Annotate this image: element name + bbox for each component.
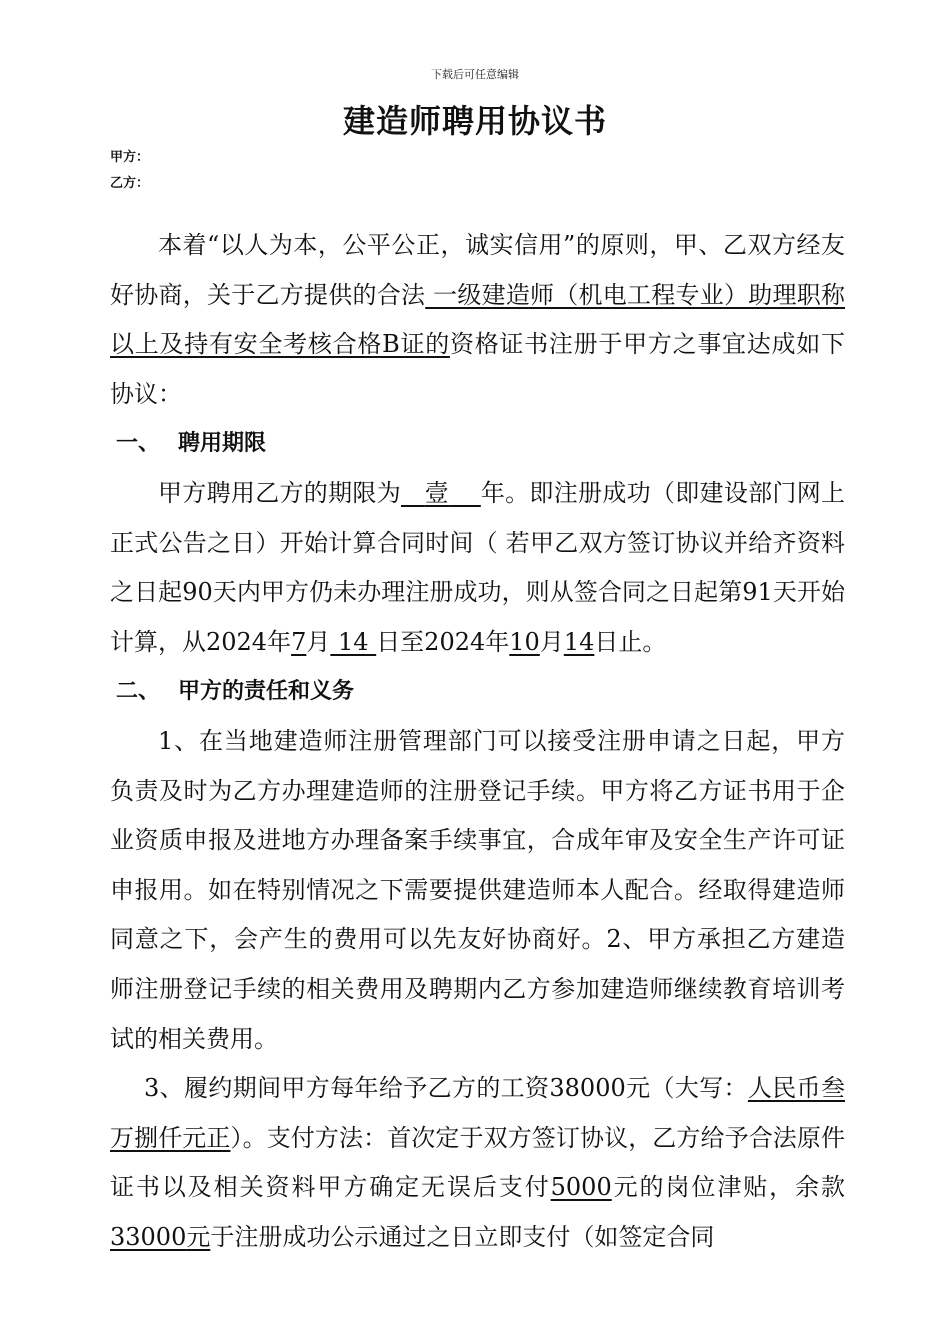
section-2-title: 甲方的责任和义务 — [178, 679, 355, 705]
start-day — [330, 628, 376, 656]
section-1-text-1: 甲方聘用乙方的期限为 — [158, 478, 401, 507]
start-month: 7 — [291, 627, 307, 656]
section-2-number: 二、 — [116, 679, 161, 705]
section-1-title: 聘用期限 — [178, 431, 267, 457]
intro-text-2: 资格证书注册于甲方之事宜达成如下协议： — [110, 330, 845, 408]
section-1-paragraph — [110, 469, 845, 667]
end-month: 10 — [509, 627, 540, 656]
salary-text-5: 于注册成功公示通过之日立即支付（如签定合同 — [210, 1222, 715, 1251]
intro-text-1: 本着“以人为本，公平公正，诚实信用”的原则，甲、乙双方经友好协商，关于乙方提供的合法 — [110, 231, 845, 309]
end-day: 14 — [563, 627, 595, 656]
section-2-heading — [110, 667, 845, 717]
document-title: 建造师聘用协议书 — [342, 102, 607, 140]
section-2-paragraph-3 — [110, 1064, 845, 1262]
intro-paragraph — [110, 221, 845, 419]
intro-qualification: 一级建造师（机电工程专业）助理职称以上及持有安全考核合格B证的 — [110, 280, 846, 359]
header-note: 下载后可任意编辑 — [431, 68, 519, 81]
section-2-paragraph-1: 1、在当地建造师注册管理部门可以接受注册申请之日起，甲方负责及时为乙方办理建造师的注册登记手续。甲方将乙方证书用于企业资质申报及进地方办理备案手续事宜，合成年审及安全生产许可证申报用。如在特别情况之下需要提供建造师本人配合。经取得建造师同意之下，会产生的费用可以先友好协商好。2、甲方承担乙方建造师注册登记手续的相关费用及聘期内乙方参加建造师继续教育培训考试的相关费用。 — [110, 726, 845, 1053]
balance-amount — [110, 1223, 210, 1251]
section-1-text-5: 月 — [539, 627, 564, 656]
allowance-amount: 5000 — [550, 1173, 612, 1202]
balance-amount-value: 33000 — [110, 1222, 187, 1251]
section-1-text-3: 月 — [306, 627, 331, 656]
term-years-value: 壹 — [424, 478, 450, 507]
salary-in-words: 人民币叁万捌仟元正 — [110, 1074, 846, 1152]
salary-text-3: 元的岗位津贴，余款 — [611, 1173, 845, 1202]
party-a-label: 甲方： — [110, 150, 150, 165]
start-day-value: 14 — [338, 627, 369, 656]
balance-unit: 元 — [186, 1222, 211, 1251]
party-b-label: 乙方： — [110, 176, 150, 191]
term-years — [401, 479, 481, 507]
section-1-text-2: 年。即注册成功（即建设部门网上正式公告之日）开始计算合同时间（ 若甲乙双方签订协议并给齐资料之日起90天内甲方仍未办理注册成功，则从签合同之日起第91天开始计算，从2024年 — [110, 478, 846, 656]
section-1-number: 一、 — [116, 431, 161, 457]
section-1-heading — [110, 419, 845, 469]
section-1-text-4: 日至2024年 — [376, 627, 510, 656]
section-1-text-6: 日止。 — [594, 627, 667, 656]
salary-text-2: ）。支付方法：首次定于双方签订协议，乙方给予合法原件证书以及相关资料甲方确定无误后支付 — [110, 1123, 845, 1202]
salary-text-1: 3、履约期间甲方每年给予乙方的工资38000元（大写： — [144, 1074, 748, 1103]
document-body — [110, 221, 845, 1262]
